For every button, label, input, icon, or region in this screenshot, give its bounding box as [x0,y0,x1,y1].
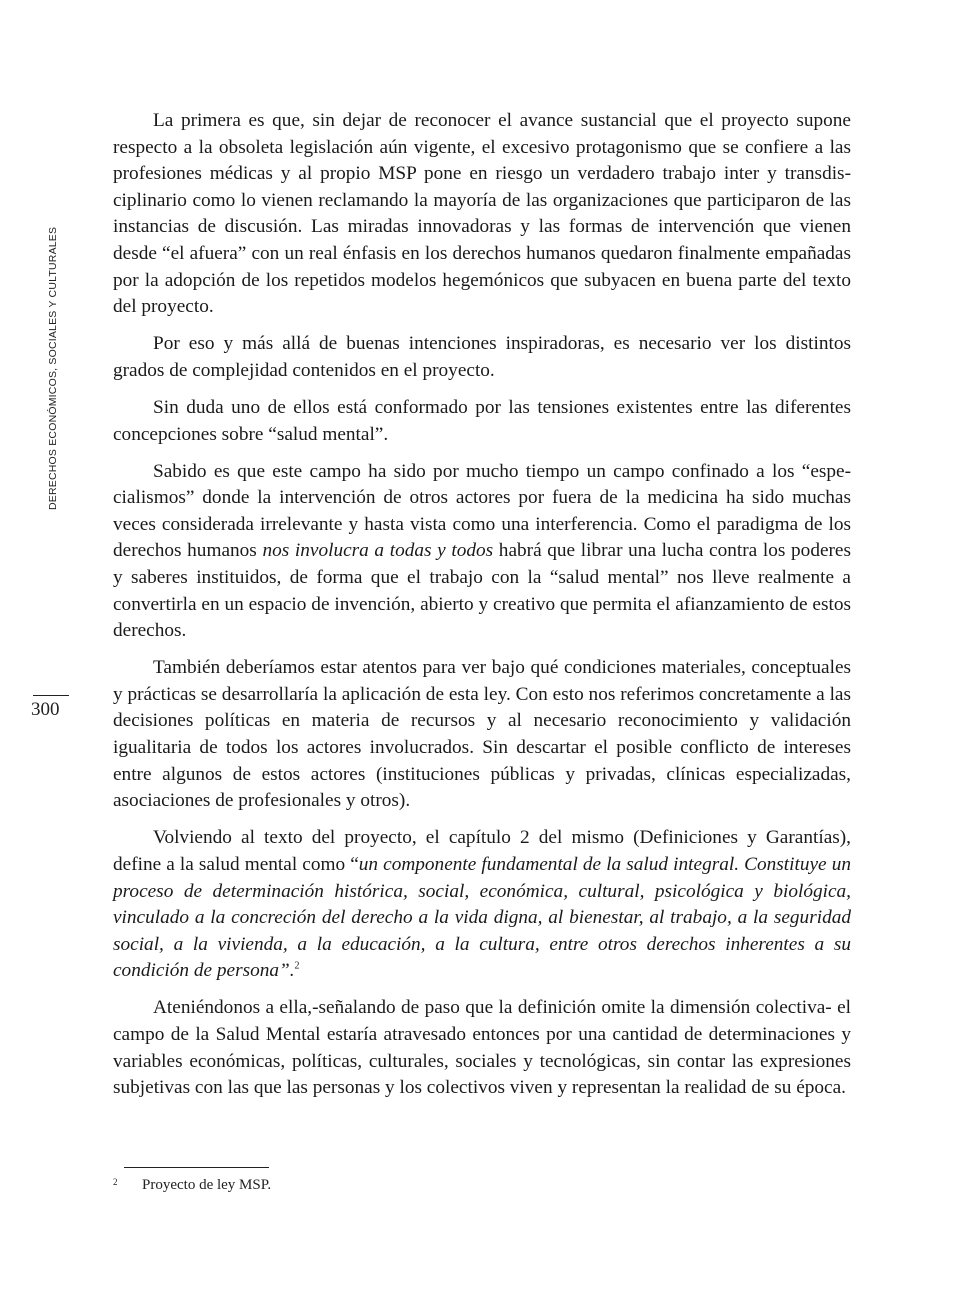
running-header: DERECHOS ECONÓMICOS, SOCIALES Y CULTURALES [47,226,59,510]
body-text [113,108,851,1112]
paragraph: Sin duda uno de ellos está conformado por las tensiones existentes entre las diferentes concepciones sobre “salud mental”. [113,396,851,445]
paragraph-text: Volviendo al texto del proyecto, el capítulo 2 del mismo (Definiciones y Garantías), define a la salud mental como “ [113,827,851,875]
paragraph [113,459,851,645]
paragraph: También deberíamos estar atentos para ver bajo qué condiciones materiales, conceptuales y prácticas se desarrollaría la aplicación de esta ley. Con esto nos referimos concretamente a las decisiones políticas en materia de recursos y al necesario reconocimiento y validación igualitaria de todos los actores involucrados. Sin descartar el posible conflicto de intereses entre algunos de estos actores (instituciones públicas y privadas, clínicas especializadas, asociaciones de profesionales y otros). [113,657,851,812]
footnote [113,1177,271,1194]
footnote-reference[interactable]: 2 [294,960,300,972]
emphasis-text: nos involucra a todas y todos [262,540,494,562]
paragraph: La primera es que, sin dejar de reconocer el avance sustancial que el proyecto supone respecto a la obsoleta legislación aún vigente, el excesivo protagonismo que se confiere a las profesiones médicas y al propio MSP pone en riesgo un verdadero trabajo inter y transdisciplinario como lo vienen reclamando la mayoría de las organizaciones que participaron de las instancias de discusión. Las miradas innovadoras y las formas de intervención que vienen desde “el afuera” con un real énfasis en los derechos humanos quedaron finalmente empañadas por la adopción de los repetidos modelos hegemónicos que subyacen en buena parte del texto del proyecto. [113,110,851,318]
paragraph [113,825,851,985]
footnote-text: Proyecto de ley MSP. [142,1177,272,1193]
paragraph: Ateniéndonos a ella,-señalando de paso que la definición omite la dimensión colectiva- el campo de la Salud Mental estaría atravesado entonces por una cantidad de determinaciones y variables económicas, políticas, culturales, sociales y tecnológicas, sin contar las expresiones subjetivas con las que las personas y los colectivos viven y representan la realidad de su época. [113,997,851,1099]
page-number-rule [33,695,69,696]
paragraph: Por eso y más allá de buenas intenciones inspiradoras, es necesario ver los distintos grados de complejidad contenidos en el proyecto. [113,333,851,381]
definition-quote: un componente fundamental de la salud integral. Constituye un proceso de determinación histórica, social, económica, cultural, psicológica y biológica, vinculado a la concreción del derecho a la vida digna, al bienestar, al trabajo, a la seguridad social, a la vivienda, a la educación, a la cultura, entre otros derechos inherentes a su condición de persona”. [113,853,851,982]
footnote-mark: 2 [113,1177,118,1187]
page-number: 300 [31,699,60,720]
paragraph-text: habrá que librar una lucha contra los poderes y saberes instituidos, de forma que el trabajo con la “salud mental” nos lleve realmente a convertirla en un espacio de invención, abierto y creativo que permita el afianzamiento de estos derechos. [113,540,851,642]
footnote-separator [124,1167,269,1168]
paragraph-text: Sabido es que este campo ha sido por mucho tiempo un campo confinado a los “especialismos” donde la intervención de otros actores por fuera de la medicina ha sido muchas veces considerada irrelevante y hasta vista como una interferencia. Como el paradigma de los derechos humanos [113,460,851,562]
